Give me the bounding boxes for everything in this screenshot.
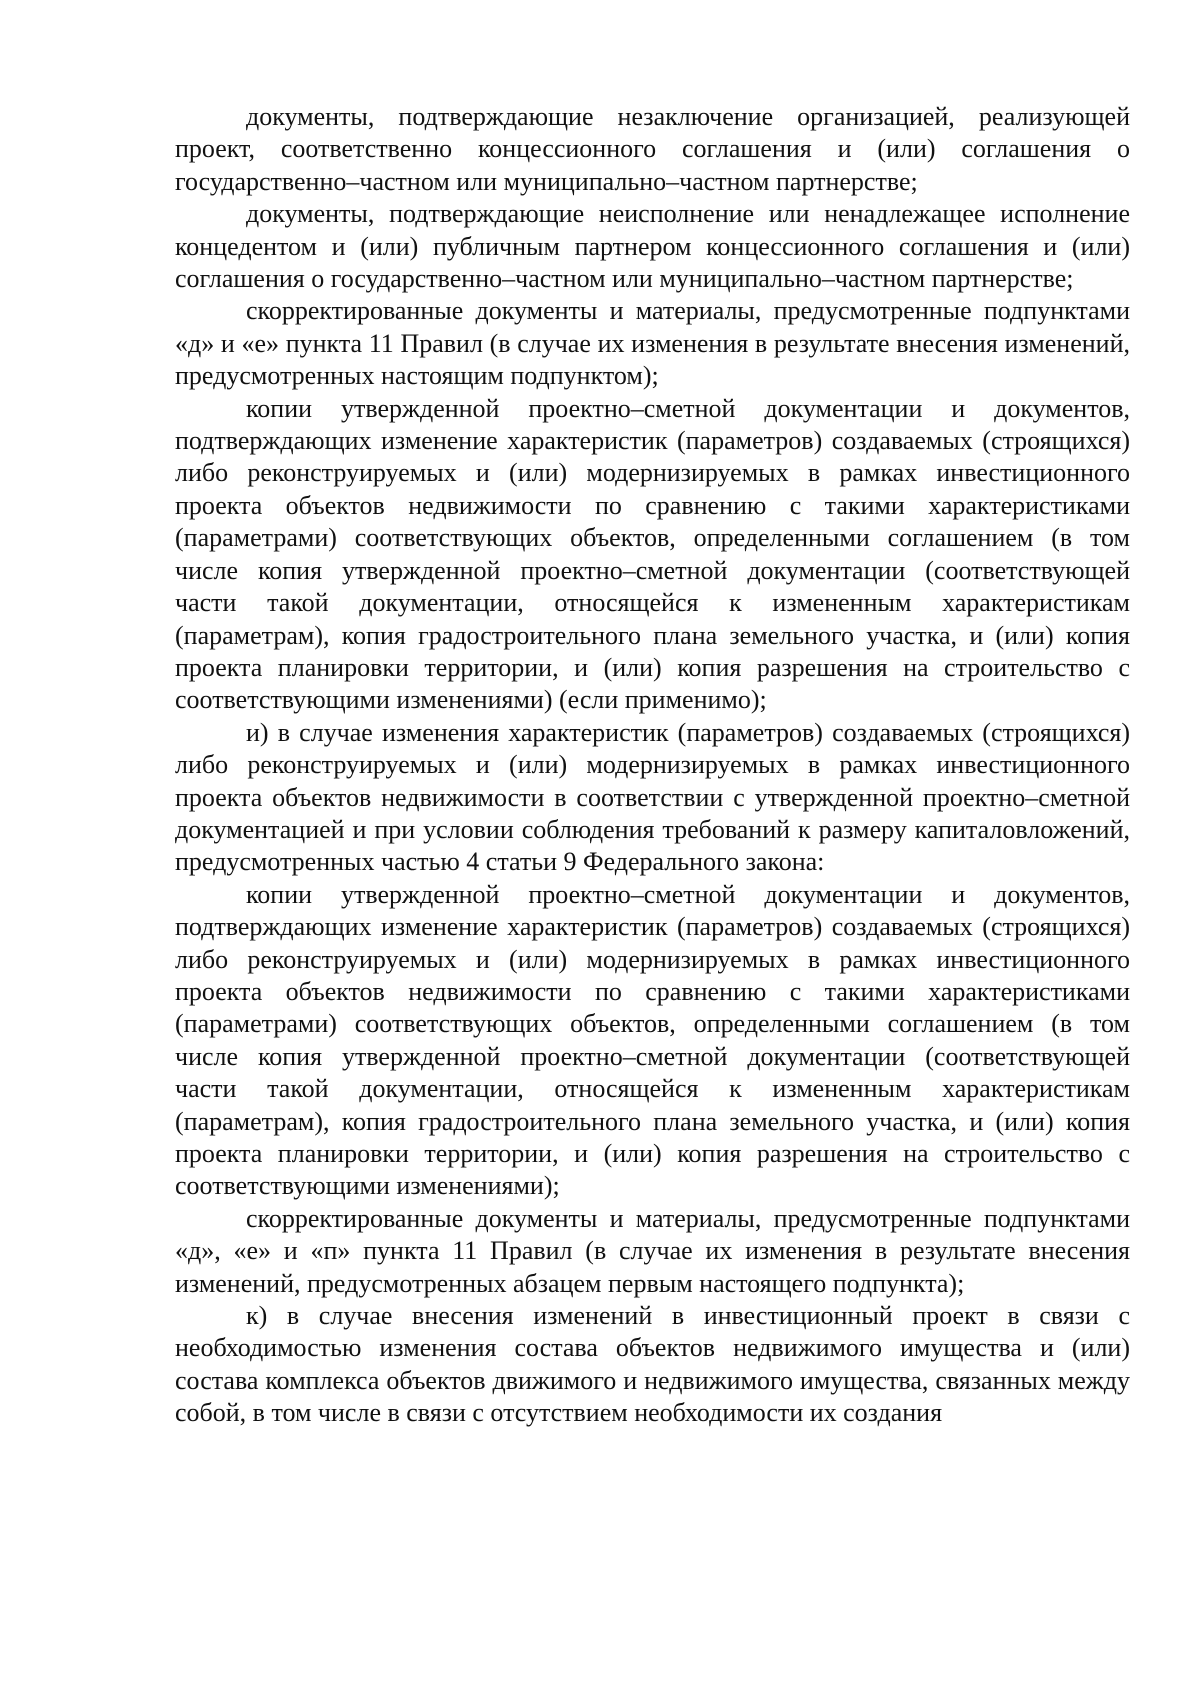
paragraph: копии утвержденной проектно–сметной документации и документов, подтверждающих изменение характеристик (параметров) создаваемых (строящихся) либо реконструируемых и (или) модернизируемых в рамках инвестиционного проекта объектов недвижимости по сравнению с такими характеристиками (параметрами) соответствующих объектов, определенными соглашением (в том числе копия утвержденной проектно–сметной документации (соответствующей части такой документации, относящейся к измененным характеристикам (параметрам), копия градостроительного плана земельного участка, и (или) копия проекта планировки территории, и (или) копия разрешения на строительство с соответствующими изменениями) (если применимо); xyxy=(175,393,1130,715)
paragraph: и) в случае изменения характеристик (параметров) создаваемых (строящихся) либо реконструируемых и (или) модернизируемых в рамках инвестиционного проекта объектов недвижимости в соответствии с утвержденной проектно–сметной документацией и при условии соблюдения требований к размеру капиталовложений, предусмотренных частью 4 статьи 9 Федерального закона: xyxy=(175,717,1130,877)
paragraph: документы, подтверждающие неисполнение или ненадлежащее исполнение концедентом и (или) публичным партнером концессионного соглашения и (или) соглашения о государственно–частном или муниципально–частном партнерстве; xyxy=(175,199,1130,294)
paragraph: к) в случае внесения изменений в инвестиционный проект в связи с необходимостью изменения состава объектов недвижимого имущества и (или) состава комплекса объектов движимого и недвижимого имущества, связанных между собой, в том числе в связи с отсутствием необходимости их создания xyxy=(175,1301,1130,1428)
document-page xyxy=(175,101,1130,1430)
paragraph: скорректированные документы и материалы, предусмотренные подпунктами «д» и «е» пункта 11 Правил (в случае их изменения в результате внесения изменений, предусмотренных настоящим подпунктом); xyxy=(175,296,1130,391)
paragraph: скорректированные документы и материалы, предусмотренные подпунктами «д», «е» и «п» пункта 11 Правил (в случае их изменения в результате внесения изменений, предусмотренных абзацем первым настоящего подпункта); xyxy=(175,1203,1130,1298)
paragraph: копии утвержденной проектно–сметной документации и документов, подтверждающих изменение характеристик (параметров) создаваемых (строящихся) либо реконструируемых и (или) модернизируемых в рамках инвестиционного проекта объектов недвижимости по сравнению с такими характеристиками (параметрами) соответствующих объектов, определенными соглашением (в том числе копия утвержденной проектно–сметной документации (соответствующей части такой документации, относящейся к измененным характеристикам (параметрам), копия градостроительного плана земельного участка, и (или) копия проекта планировки территории, и (или) копия разрешения на строительство с соответствующими изменениями); xyxy=(175,879,1130,1201)
paragraph: документы, подтверждающие незаключение организацией, реализующей проект, соответственно концессионного соглашения и (или) соглашения о государственно–частном или муниципально–частном партнерстве; xyxy=(175,102,1130,196)
